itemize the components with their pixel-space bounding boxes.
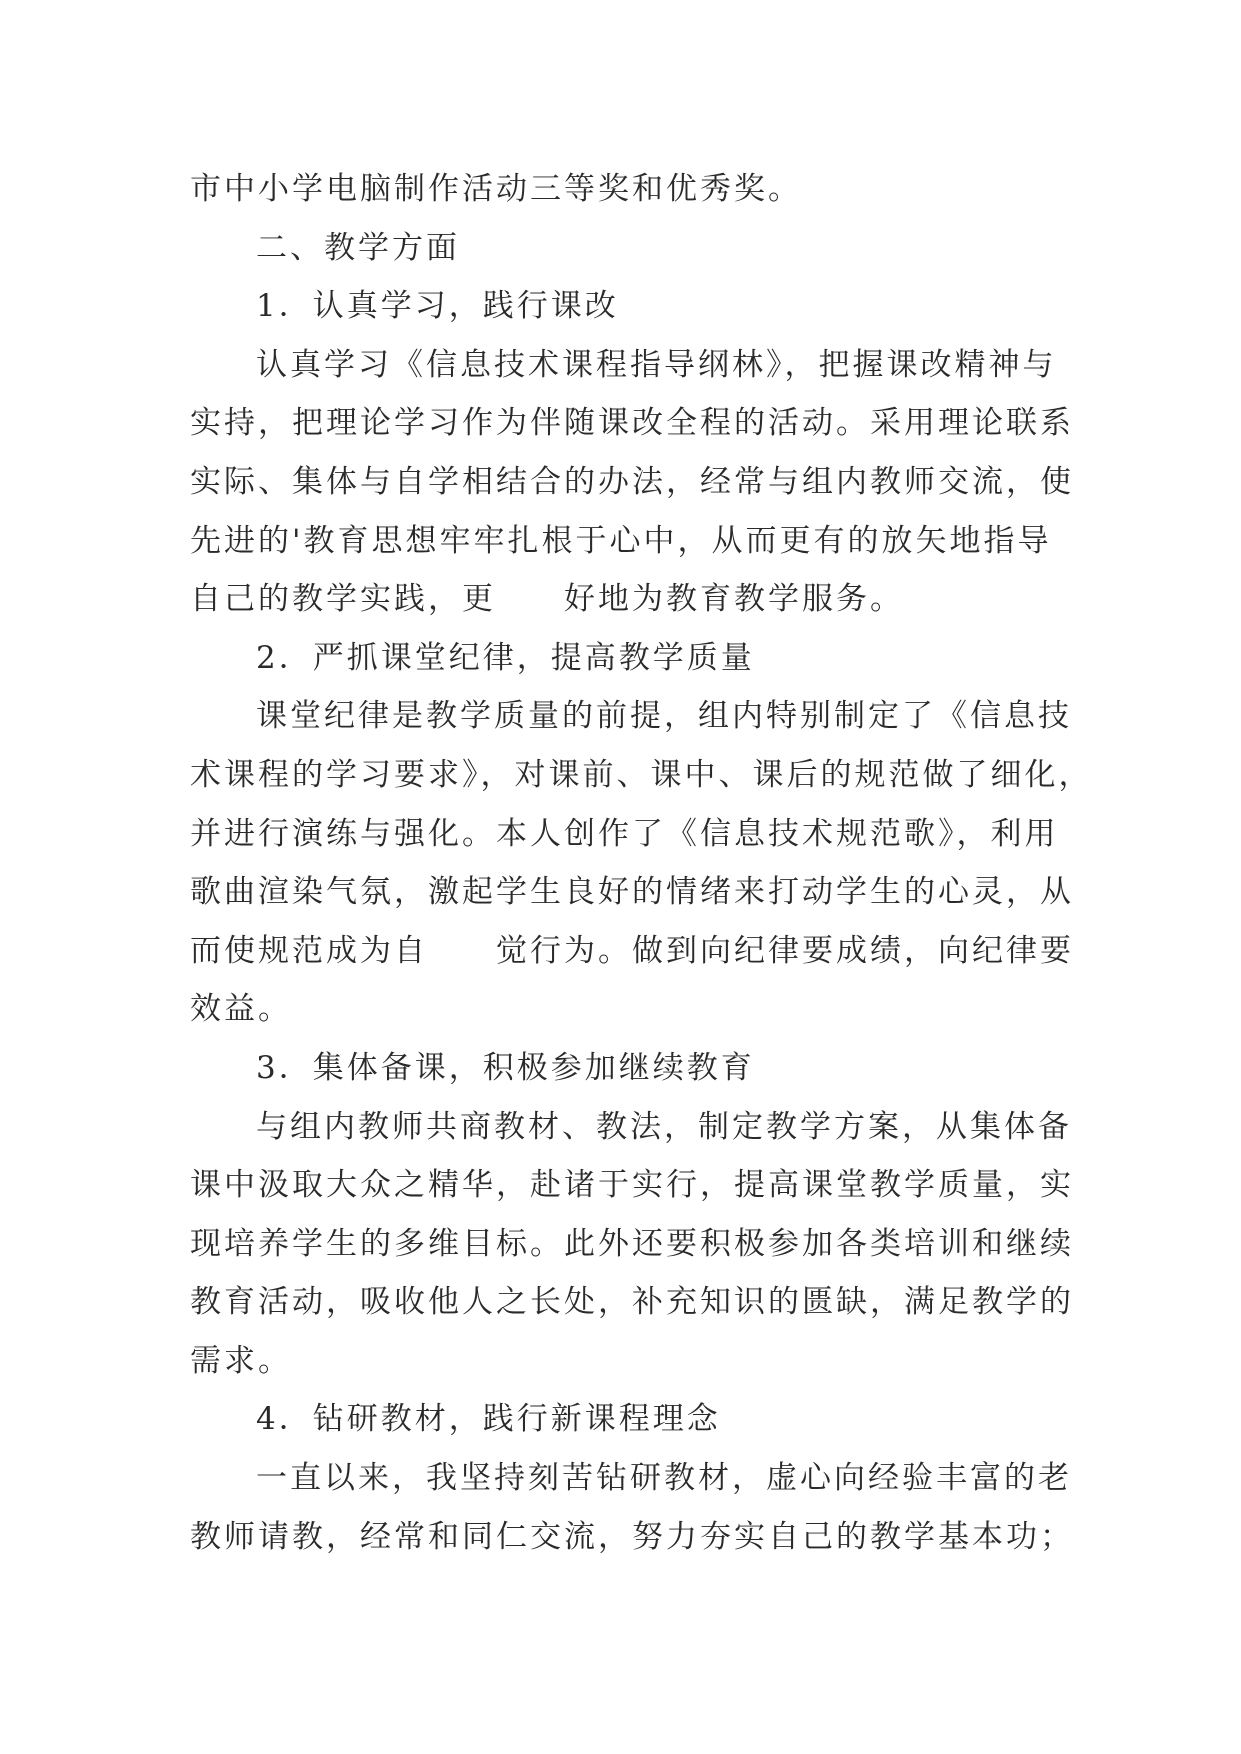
paragraph-line: 实际、集体与自学相结合的办法，经常与组内教师交流，使: [190, 463, 1074, 500]
paragraph-line: 效益。: [190, 991, 292, 1028]
paragraph-line: 先进的'教育思想牢牢扎根于心中，从而更有的放矢地指导: [190, 522, 1052, 559]
paragraph-line: 而使规范成为自 觉行为。做到向纪律要成绩，向纪律要: [190, 932, 1074, 969]
paragraph-line: 术课程的学习要求》，对课前、课中、课后的规范做了细化，: [190, 756, 1093, 793]
paragraph-line: 并进行演练与强化。本人创作了《信息技术规范歌》，利用: [190, 815, 1059, 852]
paragraph-line: 市中小学电脑制作活动三等奖和优秀奖。: [190, 171, 802, 207]
paragraph-line: 一直以来，我坚持刻苦钻研教材，虚心向经验丰富的老: [256, 1460, 1072, 1497]
paragraph-line: 课中汲取大众之精华，赴诸于实行，提高课堂教学质量，实: [190, 1167, 1074, 1204]
paragraph-line: 教师请教，经常和同仁交流，努力夯实自己的教学基本功；: [190, 1518, 1074, 1555]
paragraph-line: 现培养学生的多维目标。此外还要积极参加各类培训和继续: [190, 1225, 1074, 1262]
paragraph-line: 课堂纪律是教学质量的前提，组内特别制定了《信息技: [256, 698, 1072, 735]
paragraph-line: 歌曲渲染气氛，激起学生良好的情绪来打动学生的心灵，从: [190, 874, 1074, 911]
paragraph-line: 教育活动，吸收他人之长处，补充知识的匮缺，满足教学的: [190, 1284, 1074, 1321]
subsection-heading: 4．钻研教材，践行新课程理念: [256, 1401, 721, 1438]
subsection-heading: 2．严抓课堂纪律，提高教学质量: [256, 639, 755, 676]
paragraph-line: 需求。: [190, 1342, 292, 1379]
paragraph-line: 自己的教学实践，更 好地为教育教学服务。: [190, 581, 904, 618]
subsection-heading: 3．集体备课，积极参加继续教育: [256, 1049, 755, 1086]
section-heading: 二、教学方面: [256, 229, 460, 266]
paragraph-line: 实持，把理论学习作为伴随课改全程的活动。采用理论联系: [190, 405, 1074, 442]
document-body: [190, 160, 1093, 1566]
paragraph-line: 认真学习《信息技术课程指导纲林》，把握课改精神与: [256, 346, 1057, 383]
paragraph-line: 与组内教师共商教材、教法，制定教学方案，从集体备: [256, 1108, 1072, 1145]
subsection-heading: 1．认真学习，践行课改: [256, 288, 619, 325]
